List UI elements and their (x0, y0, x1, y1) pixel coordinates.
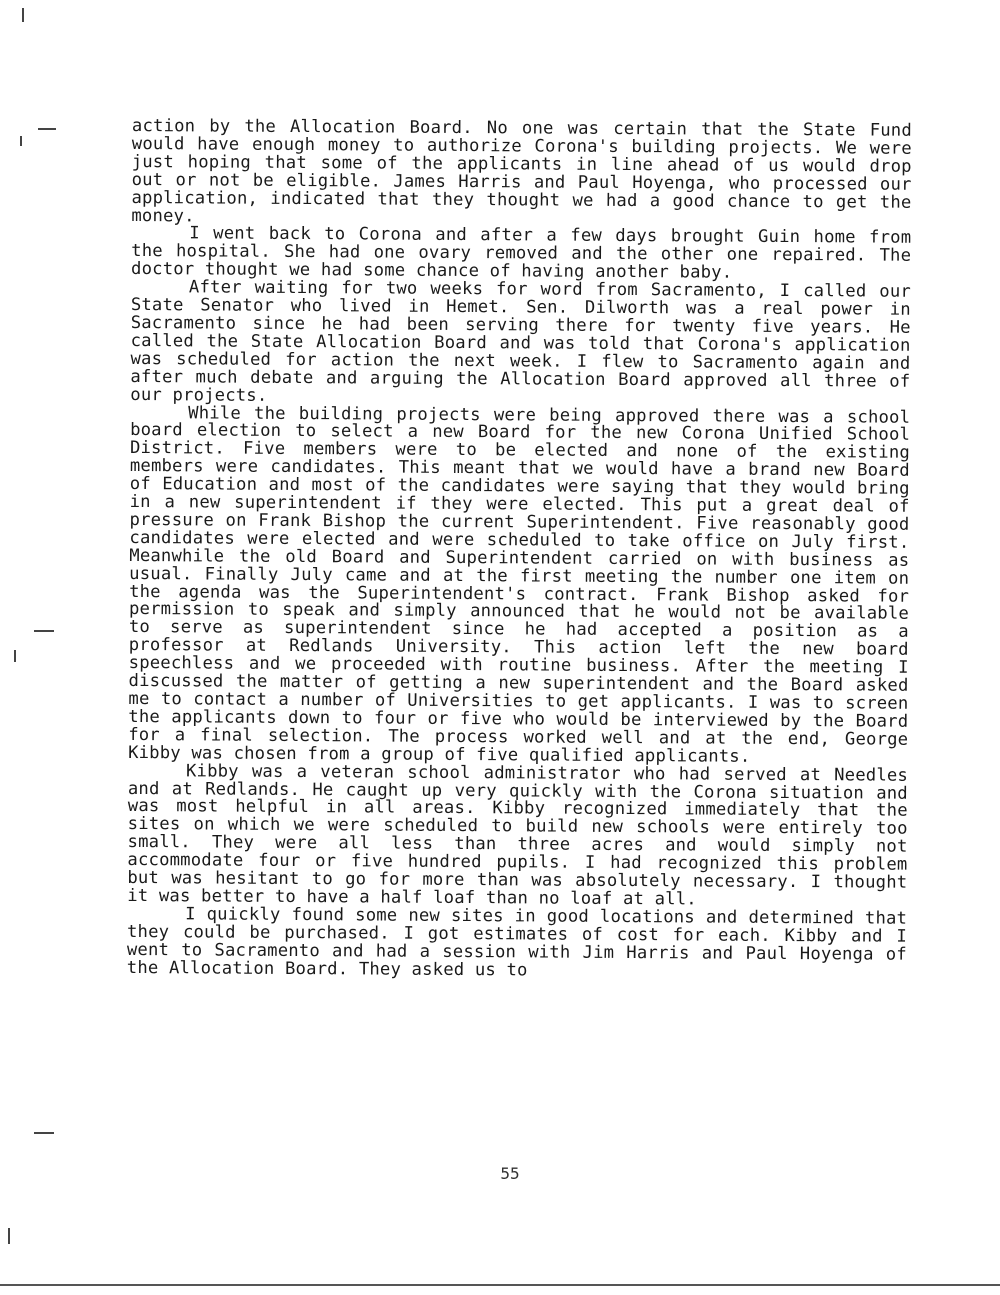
margin-mark (38, 128, 56, 130)
margin-mark (34, 1132, 54, 1134)
margin-mark (20, 136, 22, 146)
page-number: 55 (500, 1164, 520, 1183)
paragraph: action by the Allocation Board. No one was certain that the State Fund would have enough money to authorize Corona's building projects. We were just hoping that some of the applicants in line ahead of us would drop out or not be eligible. James Harris and Paul Hoyenga, who processed our application, indicated that they thought we had a good chance to get the money. (131, 116, 912, 226)
document-body (127, 118, 912, 982)
margin-mark (34, 630, 54, 632)
paragraph: I went back to Corona and after a few days brought Guin home from the hospital. She had one ovary removed and the other one repaired. The doctor thought we had some chance of having another baby. (131, 223, 912, 283)
paragraph: I quickly found some new sites in good locations and determined that they could be purchased. I got estimates of cost for each. Kibby and I went to Sacramento and had a session with Jim Harris and Paul Hoyenga of the Allocation Board. They asked us to (126, 904, 908, 981)
bottom-edge-rule (0, 1284, 1000, 1286)
paragraph: After waiting for two weeks for word from Sacramento, I called our State Senator who lived in Hemet. Sen. Dilworth was a real power in Sacramento since he had been serving there for twenty five years. He called the State Allocation Board and was told that Corona's application was scheduled for action the next week. I flew to Sacramento again and after much debate and arguing the Allocation Board approved all three of our projects. (130, 277, 912, 406)
paragraph: While the building projects were being approved there was a school board election to select a new Board for the new Corona Unified School District. Five members were to be elected and none of the existing members were candidates. This meant that we would have a brand new Board of Education and most of the candidates were saying that they would bring in a new superintendent if they were elected. This put a great deal of pressure on Frank Bishop the current Superintendent. Five reasonably good candidates were elected and were scheduled to take office on July first. Meanwhile the old Board and Superintendent carried on with business as usual. Finally July came and at the first meeting the number one item on the agenda was the Superintendent's contract. Frank Bishop asked for permission to speak and simply announced that he would not be available to serve as superintendent since he had accepted a position as a professor at Redlands University. This action left the new board speechless and we proceeded with routine business. After the meeting I discussed the matter of getting a new superintendent and the Board asked me to contact a number of Universities to get applicants. I was to screen the applicants down to four or five who would be interviewed by the Board for a final selection. The process worked well and at the end, George Kibby was chosen from a group of five qualified applicants. (128, 402, 911, 767)
margin-mark (14, 650, 16, 662)
margin-mark (22, 8, 24, 22)
paragraph: Kibby was a veteran school administrator who had served at Needles and at Redlands. He caught up very quickly with the Corona situation and was most helpful in all areas. Kibby recognized immediately that the sites on which we were scheduled to build new schools were entirely too small. They were all less than three acres and would simply not accommodate four or five hundred pupils. I had recognized this problem but was hesitant to go for more than was absolutely necessary. I thought it was better to have a half loaf than no loaf at all. (127, 760, 909, 910)
margin-mark (8, 1228, 10, 1244)
